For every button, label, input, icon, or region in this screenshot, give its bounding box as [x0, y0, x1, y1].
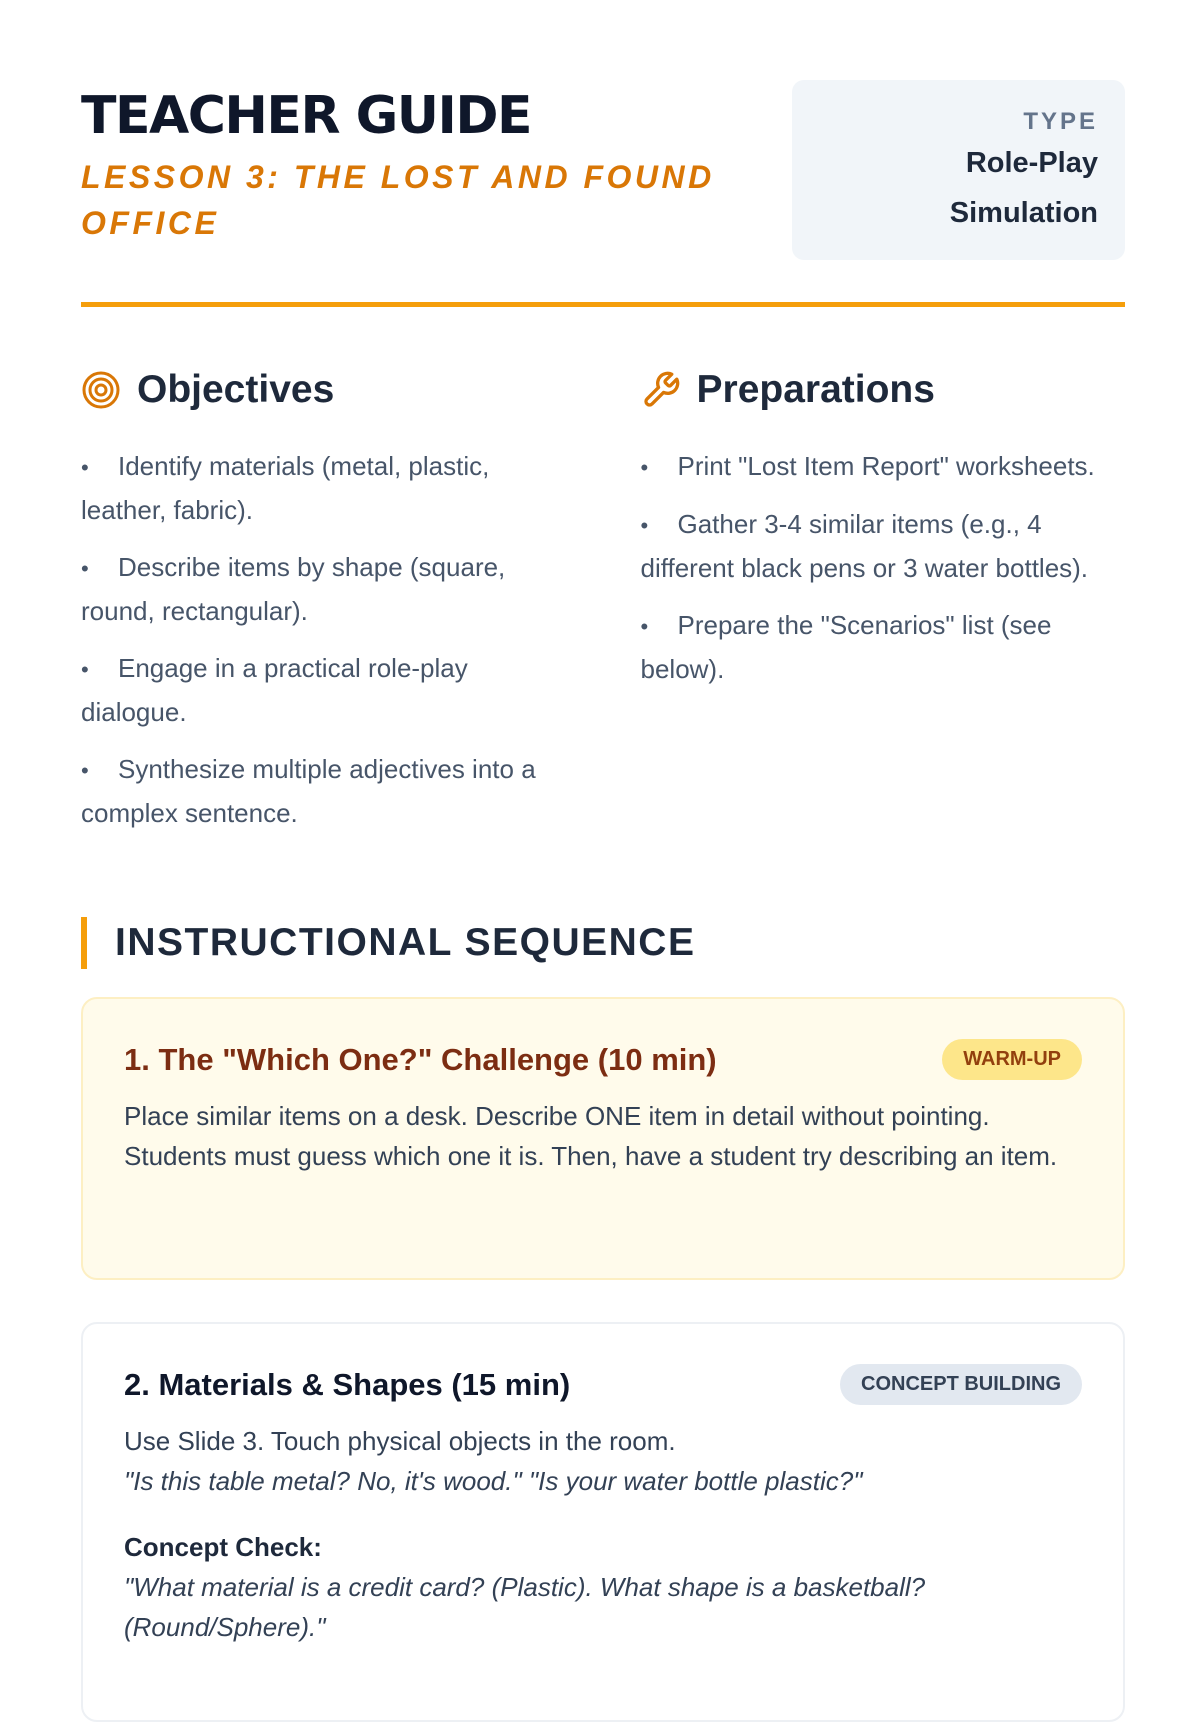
- step-card-warm-up: [81, 997, 1125, 1280]
- objectives-section: [81, 365, 566, 849]
- step-title: 1. The "Which One?" Challenge (10 min): [124, 1041, 717, 1077]
- list-item: • Synthesize multiple adjectives into a complex sentence.: [81, 748, 566, 835]
- step-text: Use Slide 3. Touch physical objects in the room.: [124, 1426, 676, 1456]
- target-icon: [81, 370, 121, 410]
- header: [81, 80, 1125, 302]
- concept-check-label: Concept Check:: [124, 1532, 322, 1562]
- type-label: TYPE: [1023, 108, 1098, 135]
- type-value: Role-Play: [965, 147, 1098, 179]
- list-item: • Identify materials (metal, plastic, leather, fabric).: [81, 445, 566, 532]
- instructional-sequence-heading: INSTRUCTIONAL SEQUENCE: [81, 917, 1125, 969]
- lesson-subtitle: LESSON 3: THE LOST AND FOUND OFFICE: [81, 159, 715, 241]
- list-item: • Print "Lost Item Report" worksheets.: [641, 445, 1126, 489]
- step-quote: "Is this table metal? No, it's wood." "Is your water bottle plastic?": [124, 1466, 863, 1496]
- preparations-heading: Preparations: [696, 368, 935, 411]
- step-badge: CONCEPT BUILDING: [840, 1364, 1082, 1405]
- step-title: 2. Materials & Shapes (15 min): [124, 1366, 571, 1402]
- step-badge: WARM-UP: [942, 1039, 1082, 1080]
- type-value: Simulation: [949, 197, 1098, 229]
- type-box: [792, 80, 1125, 260]
- list-item: • Engage in a practical role-play dialogue.: [81, 647, 566, 734]
- page-title: TEACHER GUIDE: [81, 86, 532, 146]
- list-item: • Gather 3-4 similar items (e.g., 4 different black pens or 3 water bottles).: [641, 503, 1126, 590]
- divider: [81, 302, 1125, 307]
- concept-check-text: "What material is a credit card? (Plastic). What shape is a basketball? (Round/Sphere).": [124, 1572, 926, 1642]
- list-item: • Prepare the "Scenarios" list (see below).: [641, 604, 1126, 691]
- wrench-icon: [641, 370, 681, 410]
- preparations-section: [641, 365, 1126, 849]
- list-item: • Describe items by shape (square, round, rectangular).: [81, 546, 566, 633]
- step-card-concept-building: [81, 1322, 1125, 1722]
- step-text: Place similar items on a desk. Describe ONE item in detail without pointing. Students must guess which one it is. Then, have a student try describing an item.: [124, 1101, 1058, 1171]
- objectives-heading: Objectives: [137, 368, 335, 411]
